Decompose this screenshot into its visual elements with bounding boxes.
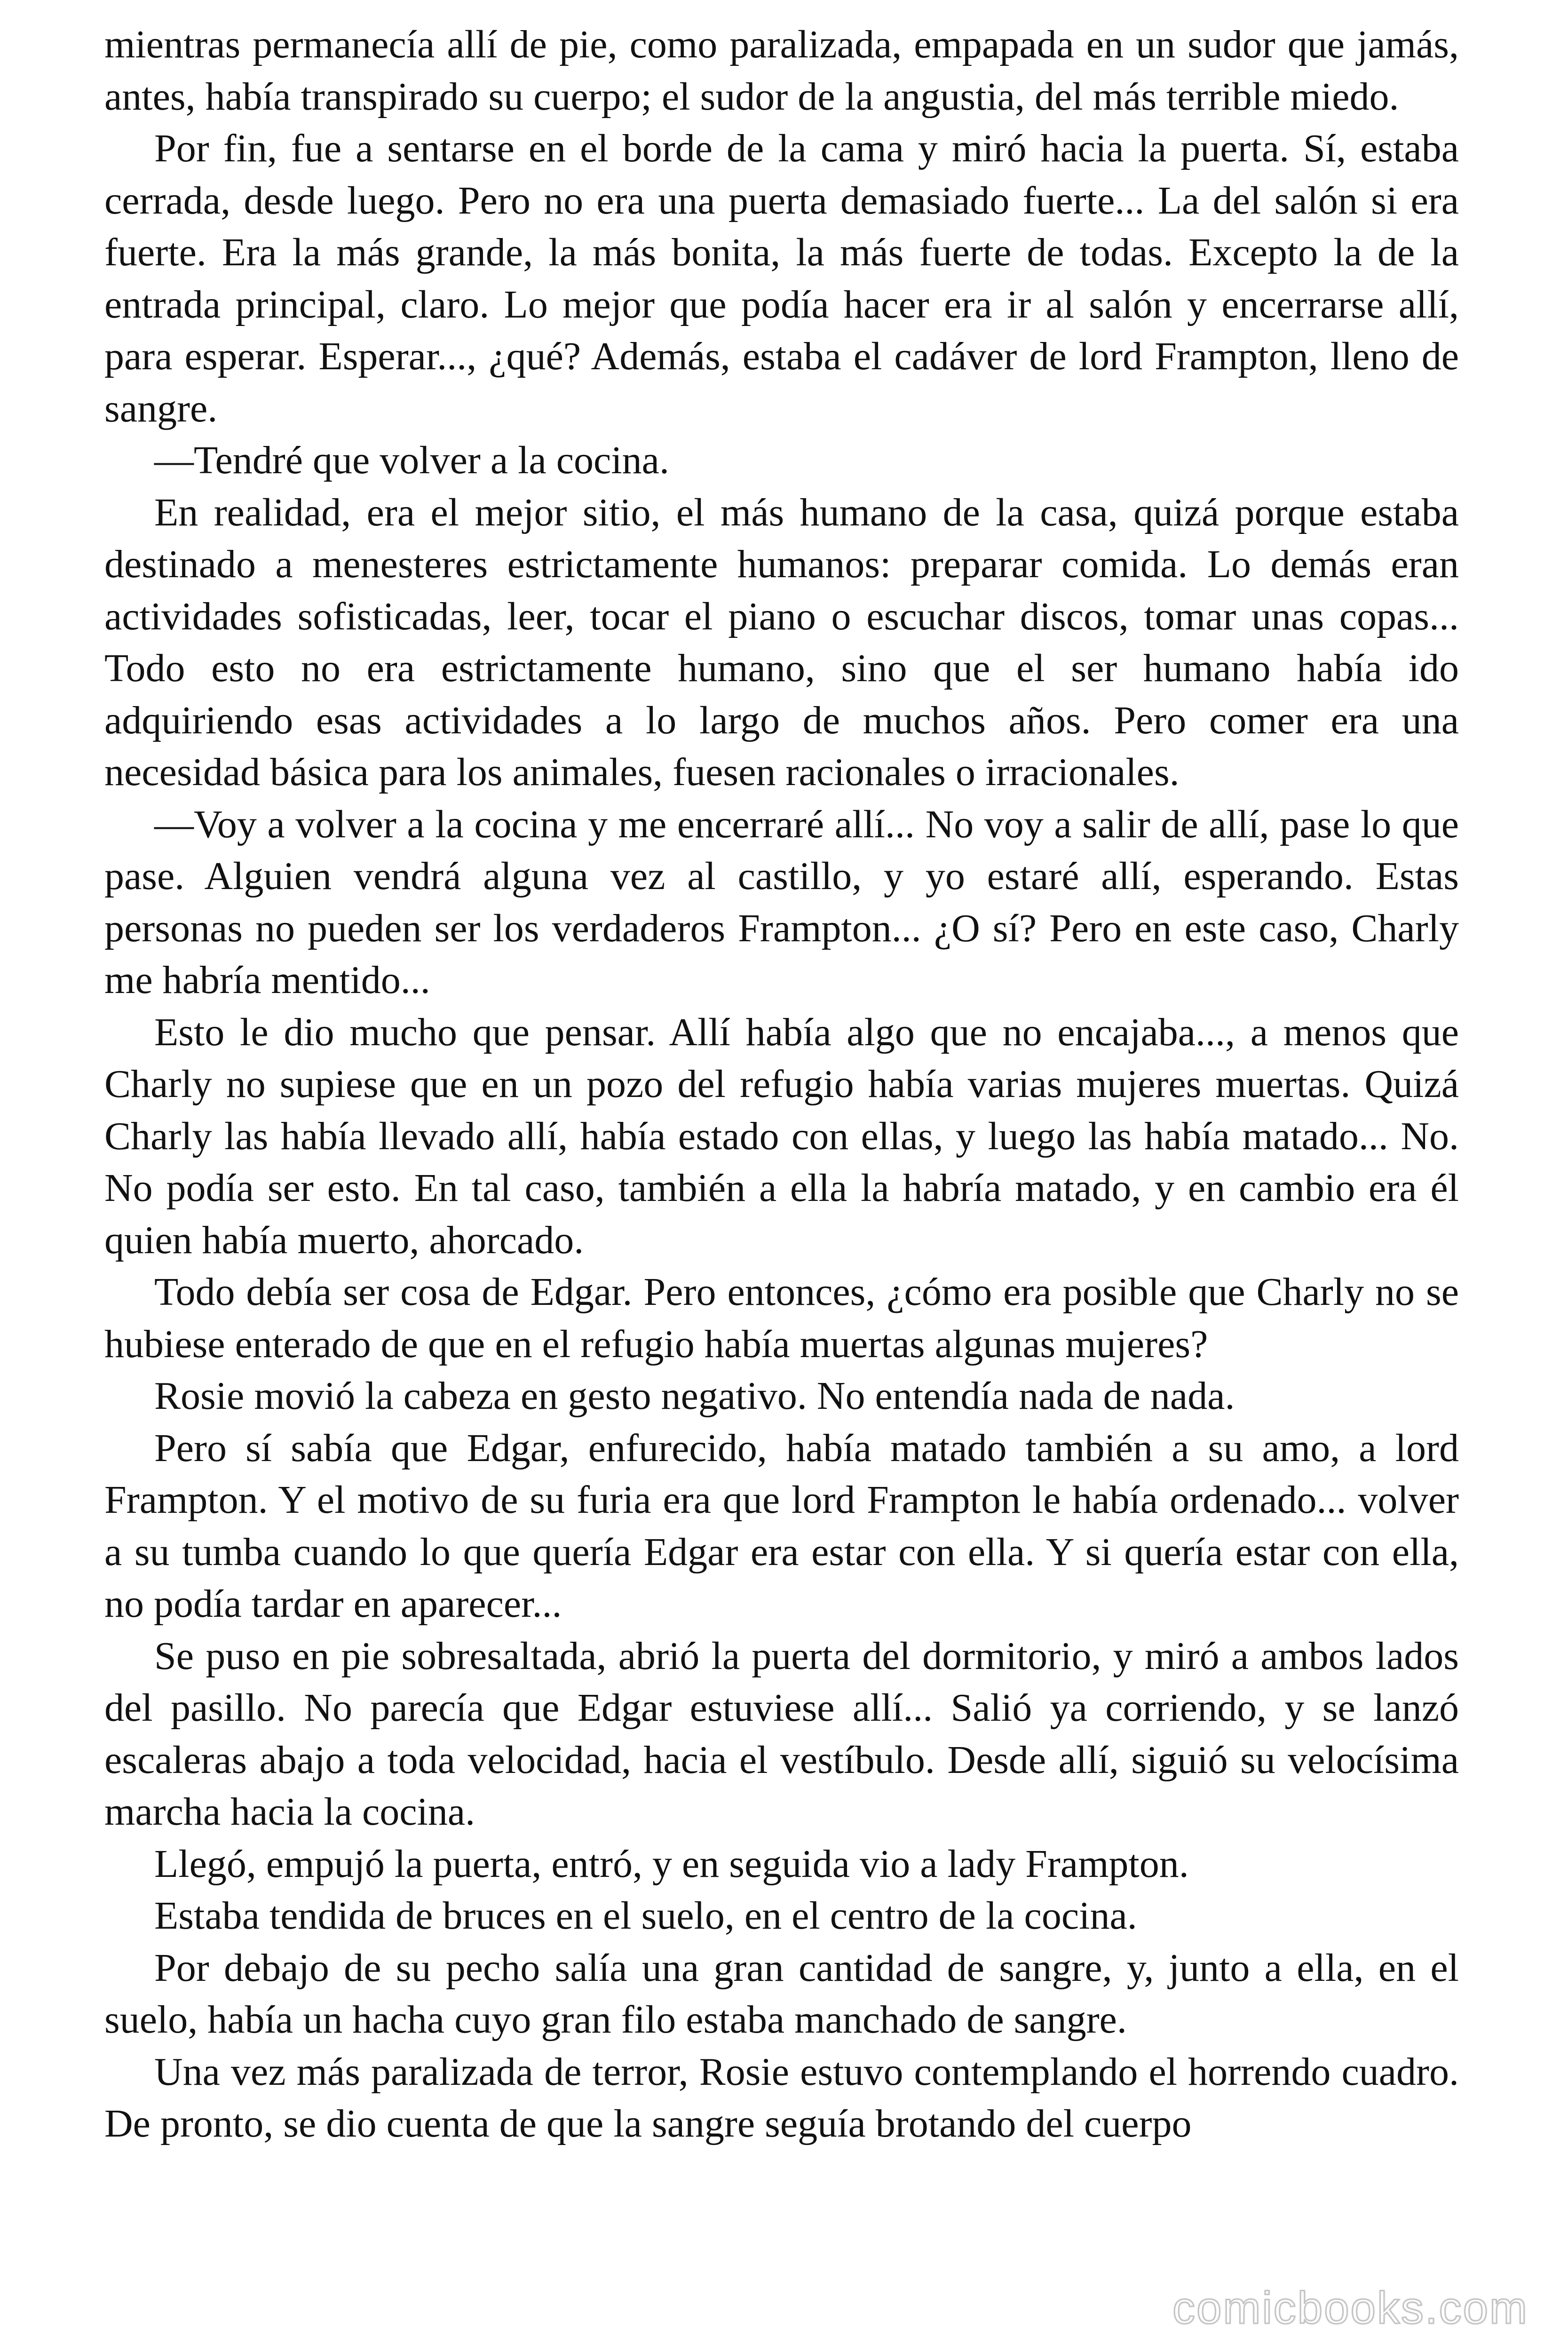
dialogue-paragraph: —Tendré que volver a la cocina. xyxy=(154,438,669,482)
watermark-logo: comicbooks.com xyxy=(1172,2283,1528,2333)
paragraph: Esto le dio mucho que pensar. Allí había algo que no encajaba..., a menos que Charly no supiese que en un pozo del refugio había varias mujeres muertas. Quizá Charly las había llevado allí, había estado con ellas, y luego las había matado... No. No podía ser esto. En tal caso, también a ella la habría matado, y en cambio era él quien había muerto, ahorcado. xyxy=(104,1010,1459,1262)
dialogue-paragraph: —Voy a volver a la cocina y me encerraré allí... No voy a salir de allí, pase lo que pase. Alguien vendrá alguna vez al castillo, y yo estaré allí, esperando. Estas personas no pueden ser los verdaderos Frampton... ¿O sí? Pero en este caso, Charly me habría mentido... xyxy=(104,802,1459,1002)
paragraph: Estaba tendida de bruces en el suelo, en el centro de la cocina. xyxy=(154,1894,1137,1938)
paragraph: mientras permanecía allí de pie, como paralizada, empapada en un sudor que jamás, antes, había transpirado su cuerpo; el sudor de la angustia, del más terrible miedo. xyxy=(104,23,1459,119)
paragraph: Por fin, fue a sentarse en el borde de la cama y miró hacia la puerta. Sí, estaba cerrada, desde luego. Pero no era una puerta demasiado fuerte... La del salón si era fuerte. Era la más grande, la más bonita, la más fuerte de todas. Excepto la de la entrada principal, claro. Lo mejor que podía hacer era ir al salón y encerrarse allí, para esperar. Esperar..., ¿qué? Además, estaba el cadáver de lord Frampton, lleno de sangre. xyxy=(104,127,1459,430)
paragraph: Se puso en pie sobresaltada, abrió la puerta del dormitorio, y miró a ambos lados del pasillo. No parecía que Edgar estuviese allí... Salió ya corriendo, y se lanzó escaleras abajo a toda velocidad, hacia el vestíbulo. Desde allí, siguió su velocísima marcha hacia la cocina. xyxy=(104,1634,1459,1834)
paragraph: En realidad, era el mejor sitio, el más humano de la casa, quizá porque estaba destinado a menesteres estrictamente humanos: preparar comida. Lo demás eran actividades sofisticadas, leer, tocar el piano o escuchar discos, tomar unas copas... Todo esto no era estrictamente humano, sino que el ser humano había ido adquiriendo esas actividades a lo largo de muchos años. Pero comer era una necesidad básica para los animales, fuesen racionales o irracionales. xyxy=(104,490,1459,794)
paragraph: Una vez más paralizada de terror, Rosie estuvo contemplando el horrendo cuadro. De pronto, se dio cuenta de que la sangre seguía brotando del cuerpo xyxy=(104,2050,1459,2145)
paragraph: Rosie movió la cabeza en gesto negativo. No entendía nada de nada. xyxy=(154,1374,1235,1418)
paragraph: Pero sí sabía que Edgar, enfurecido, había matado también a su amo, a lord Frampton. Y el motivo de su furia era que lord Frampton le había ordenado... volver a su tumba cuando lo que quería Edgar era estar con ella. Y si quería estar con ella, no podía tardar en aparecer... xyxy=(104,1426,1459,1626)
paragraph: Por debajo de su pecho salía una gran cantidad de sangre, y, junto a ella, en el suelo, había un hacha cuyo gran filo estaba manchado de sangre. xyxy=(104,1946,1459,2042)
book-page-text xyxy=(104,19,1459,2150)
paragraph: Llegó, empujó la puerta, entró, y en seguida vio a lady Frampton. xyxy=(154,1842,1189,1886)
paragraph: Todo debía ser cosa de Edgar. Pero entonces, ¿cómo era posible que Charly no se hubiese enterado de que en el refugio había muertas algunas mujeres? xyxy=(104,1270,1459,1366)
